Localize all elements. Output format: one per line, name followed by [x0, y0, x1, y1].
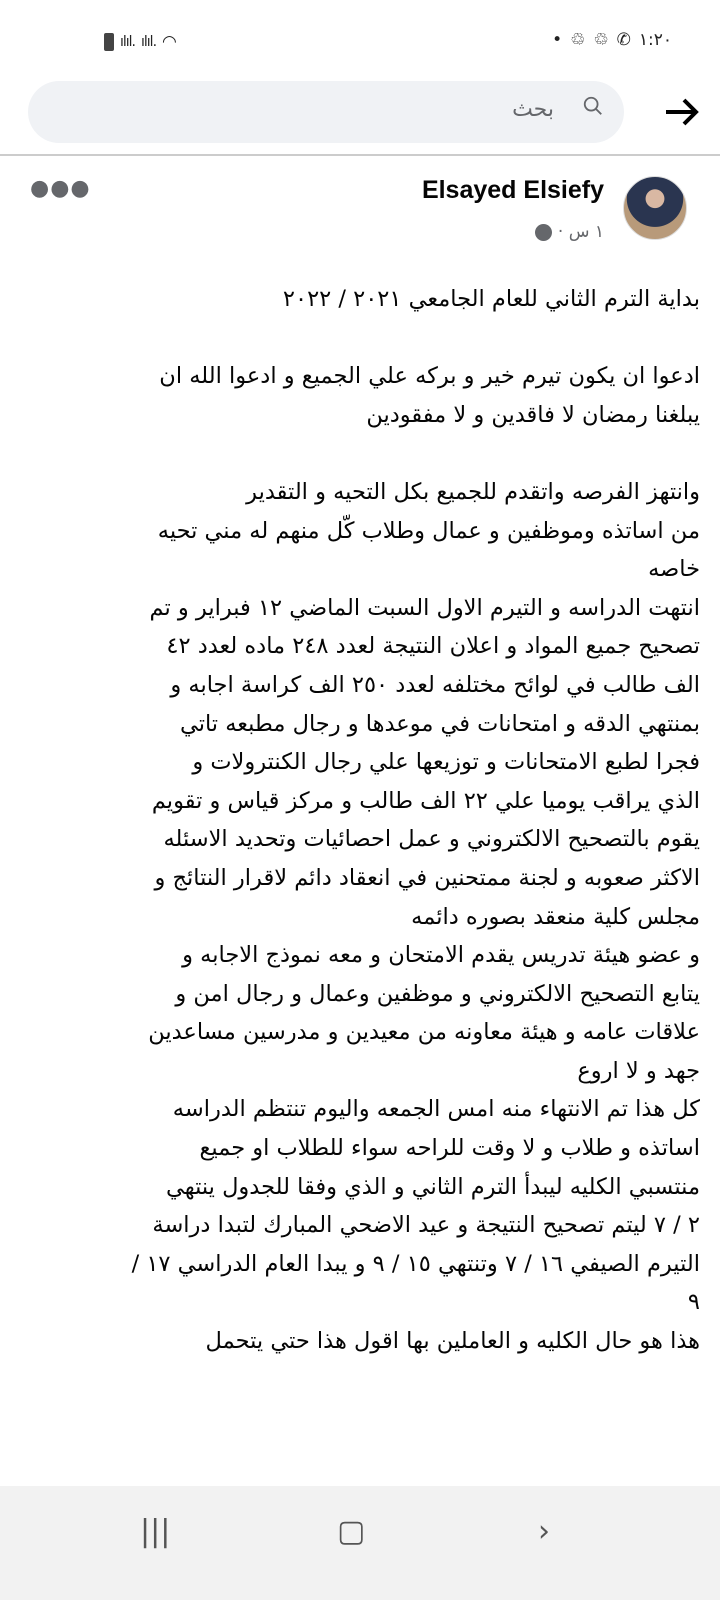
wifi-icon: ◠ — [162, 32, 177, 52]
post-text-line: بمنتهي الدقه و امتحانات في موعدها و رجال مطبعه تاتي — [179, 710, 700, 737]
sync-icon: ♲ — [570, 30, 586, 50]
signal-icon: ılıl. — [120, 34, 136, 50]
clock: ١:٢٠ — [638, 30, 672, 50]
post-text-line: جهد و لا اروع — [577, 1057, 700, 1084]
post-text-line: يتابع التصحيح الالكتروني و موظفين وعمال و رجال امن و — [175, 980, 700, 1007]
post-text-line: خاصه — [648, 556, 700, 583]
post-text-line: تصحيح جميع المواد و اعلان النتيجة لعدد ٢٤٨ ماده لعدد ٤٢ — [166, 633, 700, 660]
sync-icon-2: ♲ — [593, 30, 609, 50]
system-icons — [104, 32, 177, 52]
post-text-line: يبلغنا رمضان لا فاقدين و لا مفقودين — [366, 401, 700, 428]
post-text-line: و عضو هيئة تدريس يقدم الامتحان و معه نموذج الاجابه و — [182, 942, 700, 969]
status-bar — [0, 28, 720, 58]
post-text-line: الذي يراقب يوميا علي ٢٢ الف طالب و مركز قياس و تقويم — [151, 787, 700, 814]
recent-apps-button[interactable]: ||| — [140, 1514, 171, 1549]
system-nav-bar — [0, 1486, 720, 1600]
signal-icon-2: ılıl. — [141, 34, 157, 50]
post-text-line: من اساتذه وموظفين و عمال وطلاب كّل منهم له مني تحيه — [157, 517, 700, 544]
whatsapp-icon: ✆ — [616, 30, 631, 50]
home-button[interactable]: ▢ — [337, 1514, 366, 1549]
post-text-line: مجلس كلية منعقد بصوره دائمه — [411, 903, 700, 930]
post-text-line: التيرم الصيفي ١٦ / ٧ وتنتهي ١٥ / ٩ و يبدا العام الدراسي ١٧ / — [131, 1250, 700, 1277]
notification-icons — [552, 30, 672, 50]
search-icon — [582, 95, 604, 117]
post-text-line: ادعوا ان يكون تيرم خير و بركه علي الجميع و ادعوا الله ان — [159, 363, 700, 390]
post-text-line: انتهت الدراسه و التيرم الاول السبت الماضي ١٢ فبراير و تم — [149, 594, 700, 621]
post-body — [20, 280, 700, 1361]
post-text-line: بداية الترم الثاني للعام الجامعي ٢٠٢١ / ٢٠٢٢ — [282, 286, 700, 312]
post-text-line: اساتذه و طلاب و لا وقت للراحه سواء للطلاب او جميع — [199, 1135, 700, 1162]
post-text-line: الاكثر صعوبه و لجنة ممتحنين في انعقاد دائم لاقرار النتائج و — [154, 864, 700, 891]
post-text-line: ٩ — [687, 1289, 700, 1316]
search-input[interactable] — [28, 81, 624, 143]
search-placeholder: بحث — [512, 97, 554, 122]
divider — [0, 154, 720, 156]
post-text-line: هذا هو حال الكليه و العاملين بها اقول هذا حتي يتحمل — [205, 1328, 700, 1355]
post-text-line: يقوم بالتصحيح الالكتروني و عمل احصائيات وتحديد الاسئله — [163, 826, 700, 853]
post-meta — [535, 222, 604, 242]
globe-icon — [535, 224, 552, 241]
battery-icon — [104, 33, 114, 51]
post-text-line — [20, 319, 700, 358]
back-button[interactable]: › — [538, 1514, 550, 1549]
author-name[interactable]: Elsayed Elsiefy — [421, 176, 604, 204]
post-time[interactable]: ١ س · — [557, 222, 604, 242]
post-text-line: فجرا لطبع الامتحانات و توزيعها علي رجال الكنترولات و — [192, 749, 700, 776]
back-arrow-icon[interactable] — [662, 92, 702, 132]
post-text-line: الف طالب في لوائح مختلفه لعدد ٢٥٠ الف كراسة اجابه و — [170, 671, 700, 698]
avatar[interactable] — [623, 176, 687, 240]
dot-icon: • — [552, 30, 563, 50]
more-options-icon[interactable]: ●●● — [30, 176, 91, 201]
post-text-line: ٢ / ٧ ليتم تصحيح النتيجة و عيد الاضحي المبارك لتبدا دراسة — [152, 1212, 700, 1239]
post-text-line: علاقات عامه و هيئة معاونه من معيدين و مدرسين مساعدين — [148, 1019, 700, 1046]
post-text-line: كل هذا تم الانتهاء منه امس الجمعه واليوم تنتظم الدراسه — [172, 1096, 700, 1123]
post-text-line: منتسبي الكليه ليبدأ الترم الثاني و الذي وفقا للجدول ينتهي — [165, 1173, 700, 1200]
post-text-line: وانتهز الفرصه واتقدم للجميع بكل التحيه و التقدير — [246, 478, 700, 505]
post-text-line — [20, 434, 700, 473]
